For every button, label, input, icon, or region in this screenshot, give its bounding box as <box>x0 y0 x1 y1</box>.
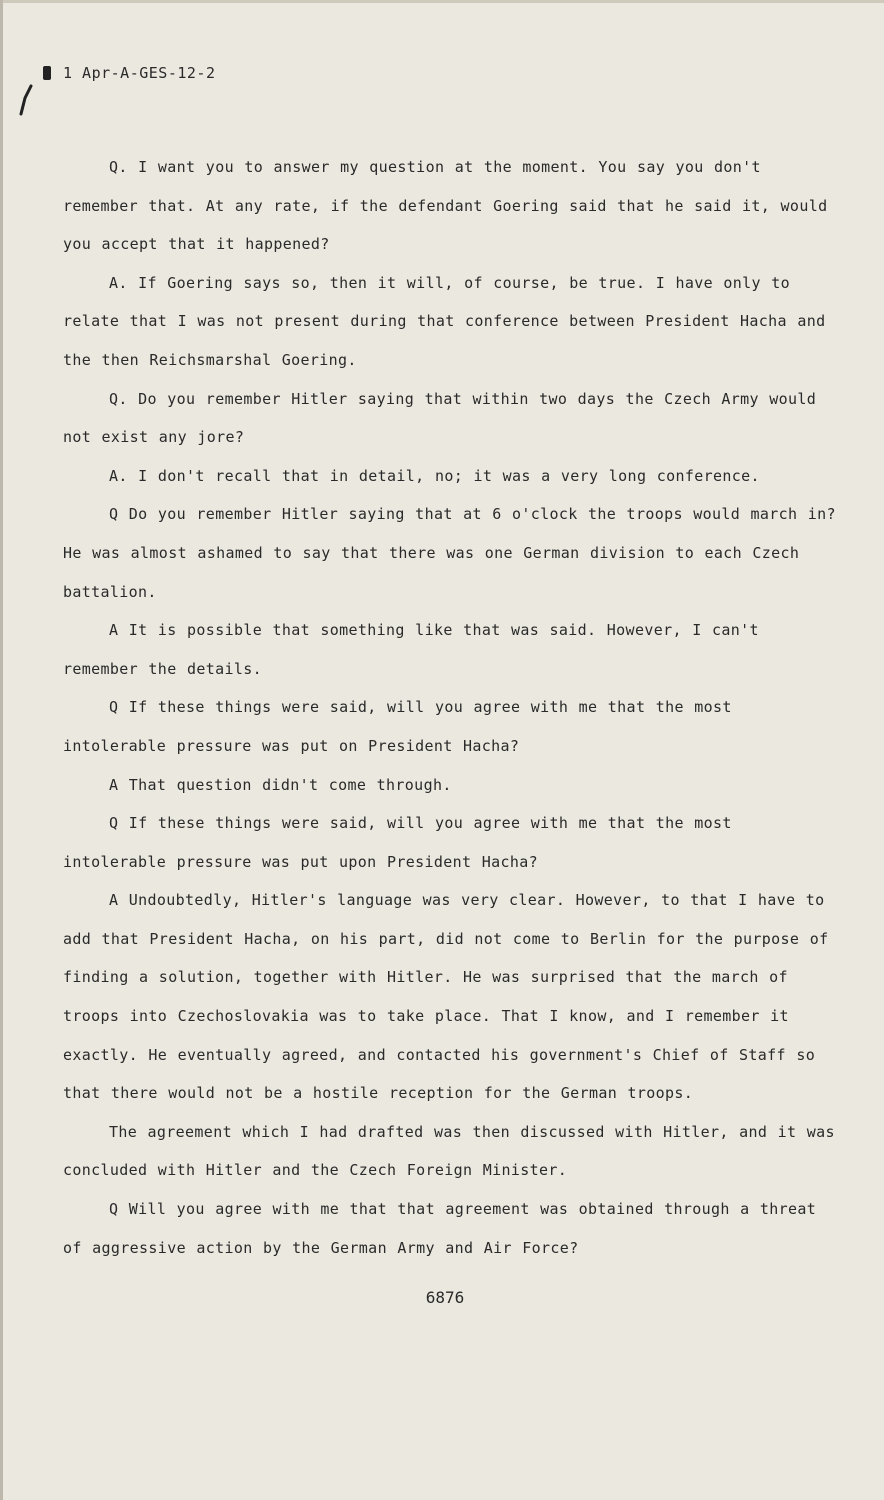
paragraph-q1: Q. I want you to answer my question at the moment. You say you don't remember that. At any rate, if the defendant Goering said that he said it, would you accept that it happened? <box>63 158 828 254</box>
pen-mark-icon <box>11 84 37 118</box>
paragraph-a5-cont: The agreement which I had drafted was then discussed with Hitler, and it was concluded with Hitler and the Czech Foreign Minister. <box>63 1122 835 1180</box>
paragraph-q6: Q Will you agree with me that that agreement was obtained through a threat of aggressive action by the German Army and Air Force? <box>63 1200 817 1257</box>
paragraph-q4: Q If these things were said, will you agree with me that the most intolerable pressure was put on President Hacha? <box>63 698 732 755</box>
staple-mark-icon <box>43 66 51 80</box>
paragraph-a4: A That question didn't come through. <box>109 775 452 794</box>
paragraph-a5: A Undoubtedly, Hitler's language was very clear. However, to that I have to add that President Hacha, on his part, did not come to Berlin for the purpose of finding a solution, together with Hitler. He was surprised that the march of troops into Czechoslovakia was to take place. That I know, and I remember it exactly. He eventually agreed, and contacted his government's Chief of Staff so that there would not be a hostile reception for the German troops. <box>63 891 829 1103</box>
page-edge <box>3 0 884 3</box>
document-header: 1 Apr-A-GES-12-2 <box>63 64 216 82</box>
paragraph-q2: Q. Do you remember Hitler saying that within two days the Czech Army would not exist any jore? <box>63 389 817 447</box>
paragraph-a1: A. If Goering says so, then it will, of course, be true. I have only to relate that I was not present during that conference between President Hacha and the then Reichsmarshal Goering. <box>63 273 826 369</box>
transcript-body <box>63 148 843 1267</box>
paragraph-a2: A. I don't recall that in detail, no; it was a very long conference. <box>109 466 760 485</box>
paragraph-a3: A It is possible that something like that was said. However, I can't remember the details. <box>63 621 759 678</box>
paragraph-q5: Q If these things were said, will you agree with me that the most intolerable pressure was put upon President Hacha? <box>63 814 732 871</box>
page-number: 6876 <box>425 1288 465 1307</box>
paragraph-q3: Q Do you remember Hitler saying that at 6 o'clock the troops would march in? He was almost ashamed to say that there was one German division to each Czech battalion. <box>63 505 836 601</box>
